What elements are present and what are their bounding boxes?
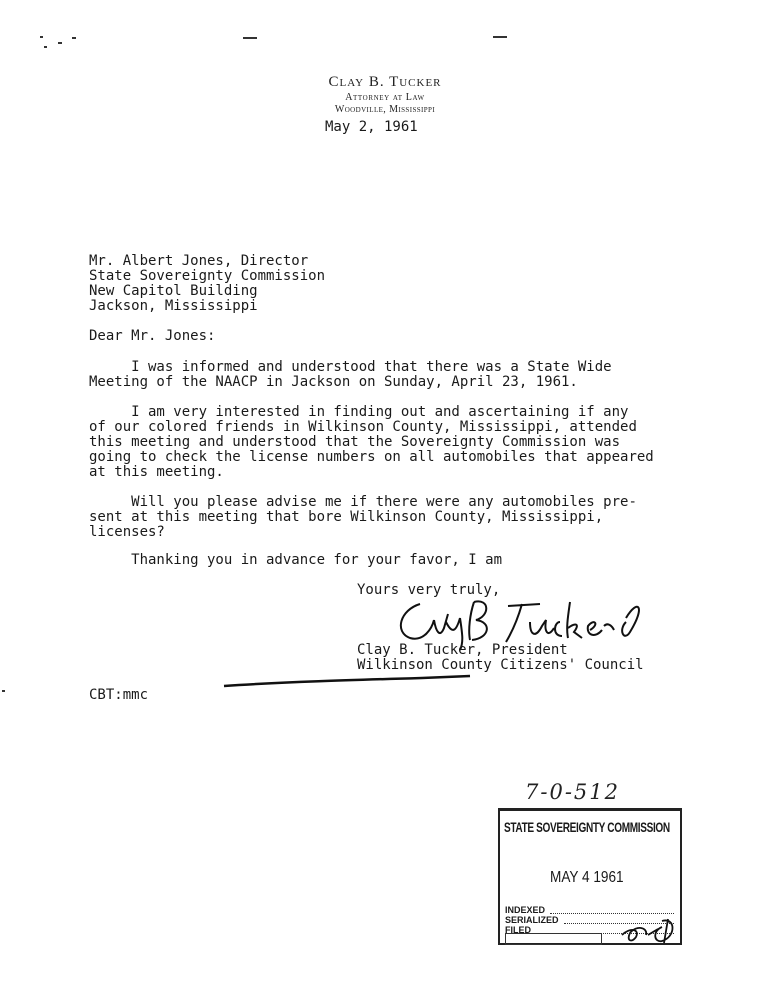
signer-organization: Wilkinson County Citizens' Council: [357, 657, 644, 673]
signer-name: Clay B. Tucker, President: [357, 642, 568, 658]
stamp-handwritten-mark: [618, 915, 678, 945]
recipient-line: Jackson, Mississippi: [89, 298, 258, 314]
recipient-line: New Capitol Building: [89, 283, 258, 299]
stamp-header: STATE SOVEREIGNTY COMMISSION: [504, 819, 670, 835]
received-stamp: [498, 808, 682, 945]
letterhead-title: Attorney at Law: [345, 92, 425, 103]
stamp-box: [505, 933, 602, 945]
recipient-line: Mr. Albert Jones, Director: [89, 253, 309, 269]
scan-speck: [2, 690, 5, 692]
recipient-address: [89, 254, 325, 314]
scan-speck: [44, 46, 47, 48]
stamp-line: [550, 905, 674, 914]
stamp-serialized-label: SERIALIZED: [505, 915, 559, 925]
letterhead-name: Clay B. Tucker: [328, 74, 442, 90]
signature-block: [357, 643, 644, 673]
scan-speck: [493, 36, 507, 38]
body-paragraph: I was informed and understood that there was a State Wide Meeting of the NAACP in Jackson on Sunday, April 23, 1961.: [89, 359, 612, 390]
scan-speck: [72, 37, 76, 39]
stamp-indexed-label: INDEXED: [505, 905, 546, 915]
letterhead: [260, 74, 510, 115]
stamp-date: MAY 4 1961: [550, 869, 624, 886]
scan-speck: [243, 37, 257, 39]
scan-speck: [58, 42, 62, 44]
typist-initials: CBT:mmc: [89, 687, 149, 703]
letterhead-city: Woodville, Mississippi: [334, 104, 436, 115]
body-paragraph: Thanking you in advance for your favor, I am: [89, 552, 503, 568]
handwritten-file-number: 7-0-512: [525, 780, 620, 804]
letter-date: May 2, 1961: [325, 119, 418, 135]
scan-speck: [40, 36, 43, 38]
signature-underline-stroke: [222, 672, 472, 694]
stamp-filed-label: FILED: [505, 925, 531, 935]
salutation: Dear Mr. Jones:: [89, 328, 216, 344]
closing: Yours very truly,: [357, 582, 501, 598]
body-paragraph: Will you please advise me if there were any automobiles pre- sent at this meeting that bore Wilkinson County, Mississippi, licenses?: [89, 494, 637, 540]
recipient-line: State Sovereignty Commission: [89, 268, 326, 284]
body-paragraph: I am very interested in finding out and ascertaining if any of our colored friends in Wilkinson County, Mississippi, attended this meeting and understood that the Sovereignty Commission was going to check the license numbers on all automobiles that appeared at this meeting.: [89, 404, 654, 480]
